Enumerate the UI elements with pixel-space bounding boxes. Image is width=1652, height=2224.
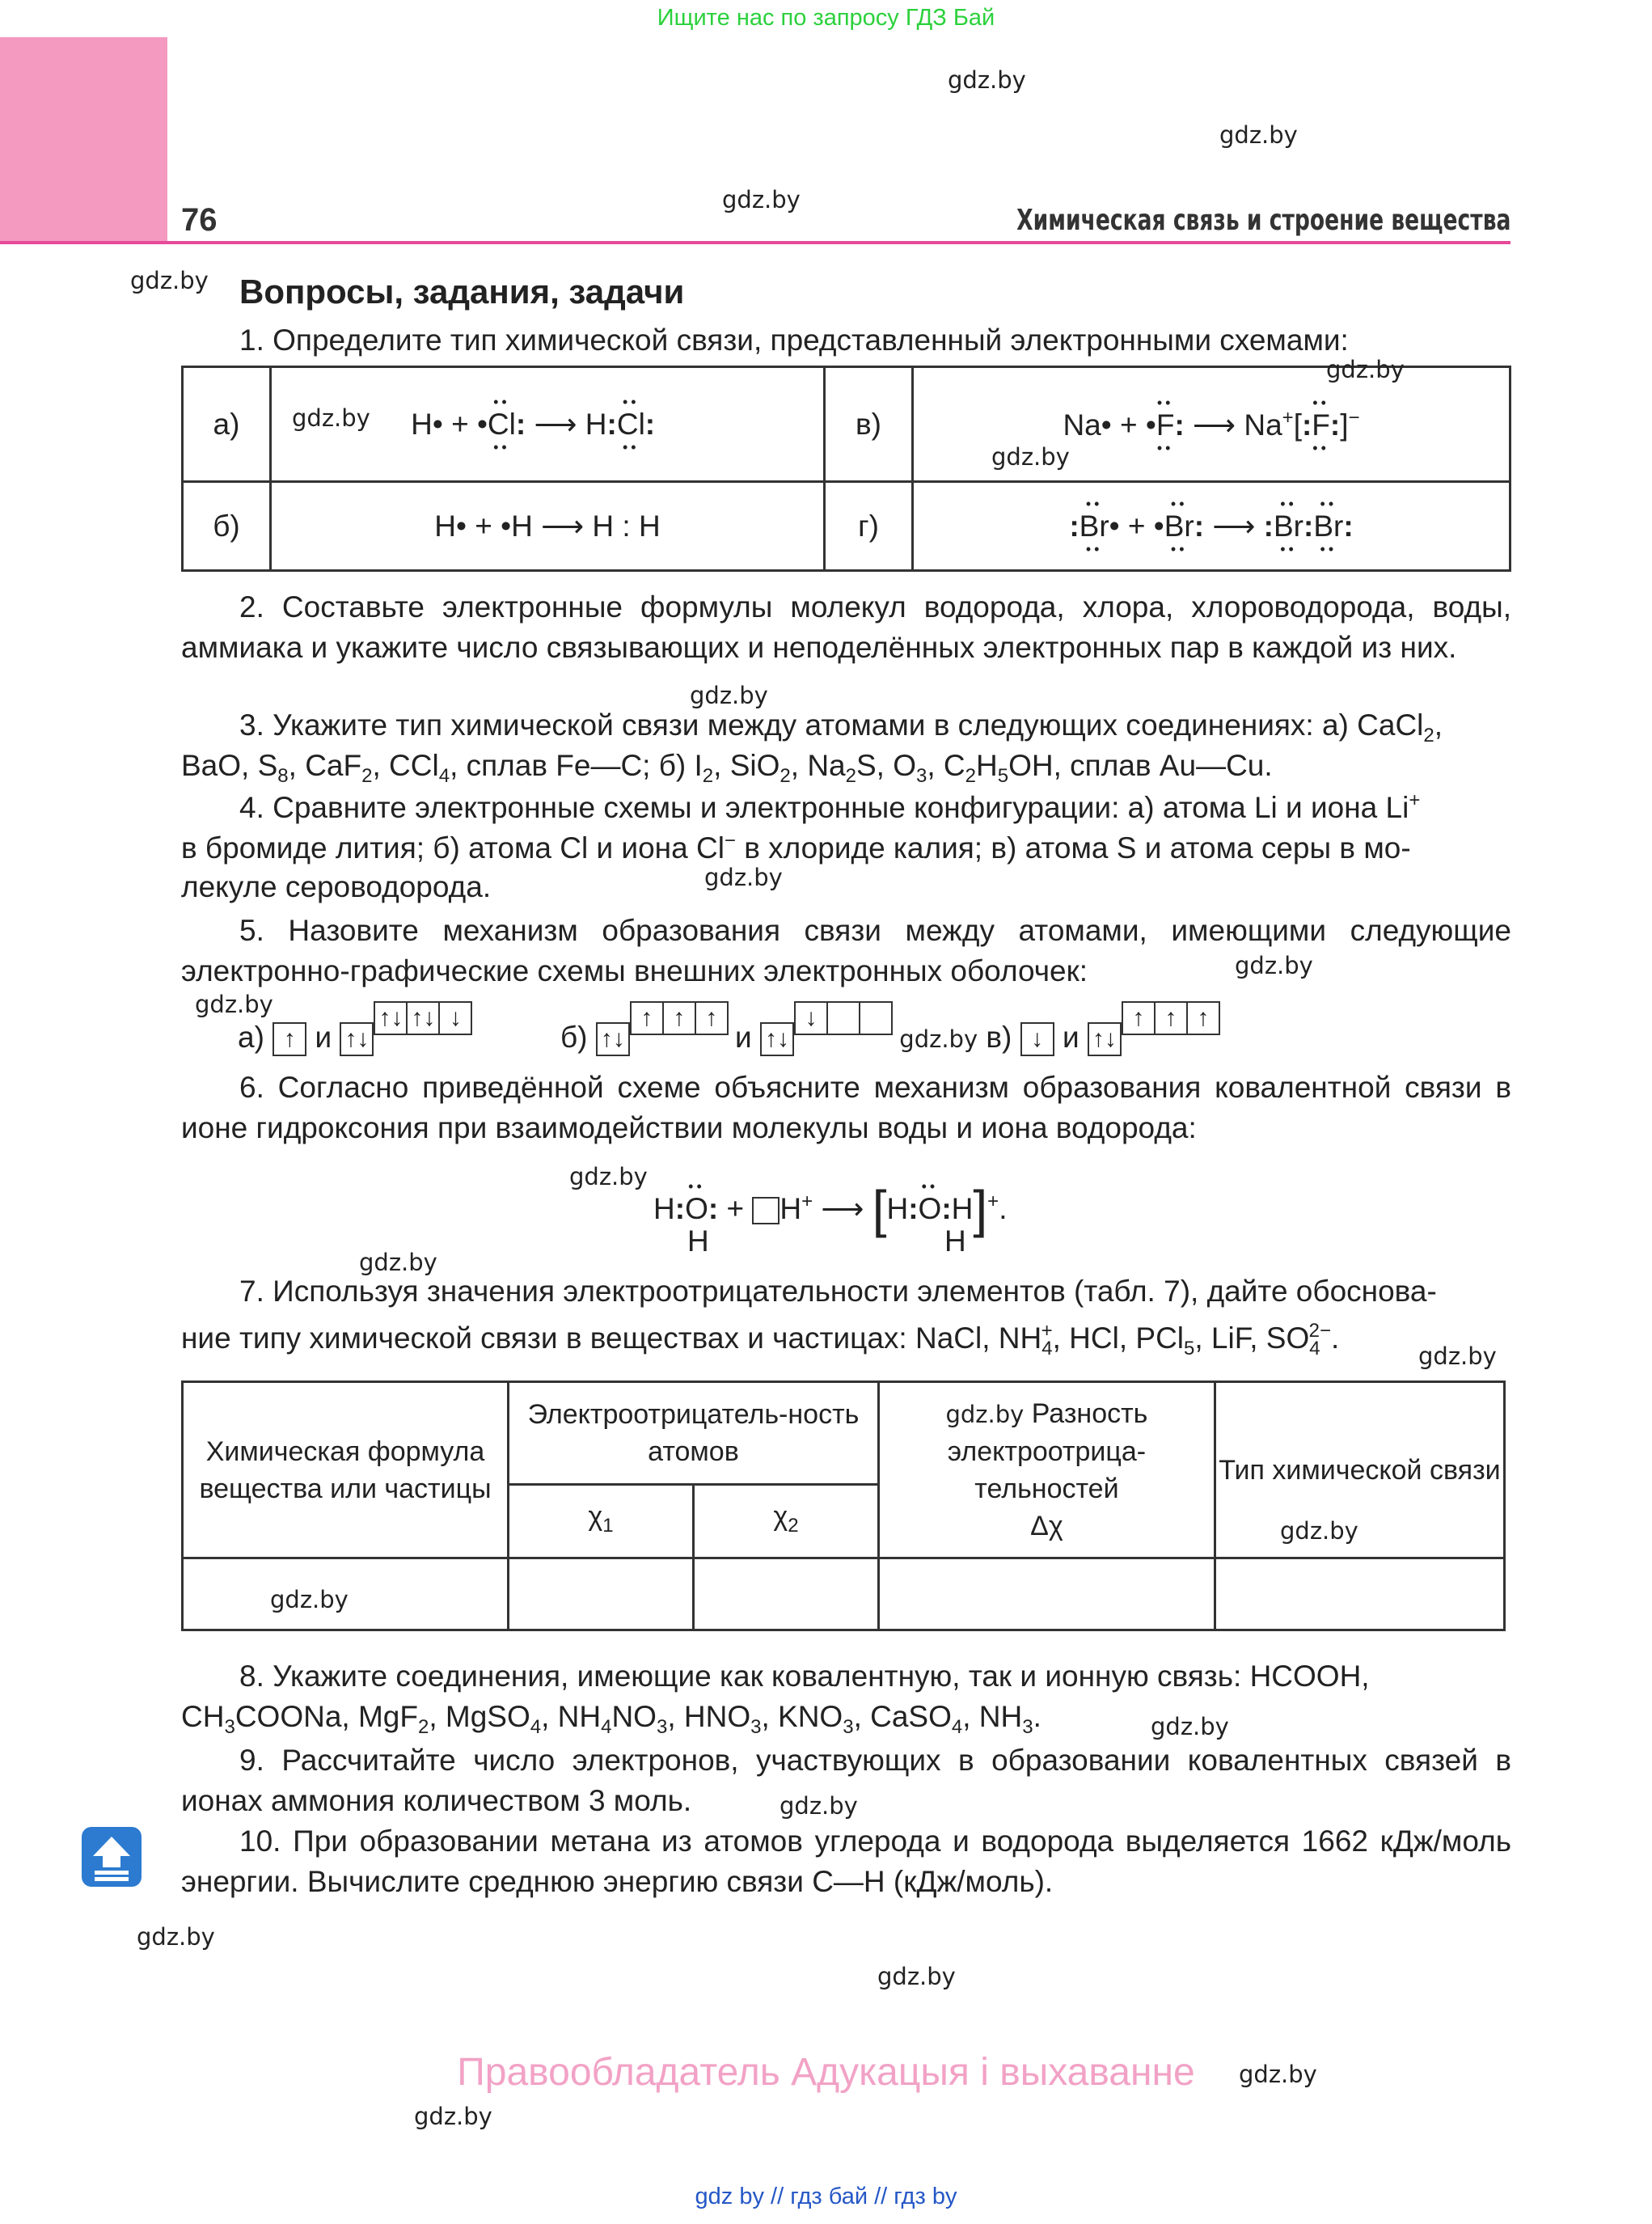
chi2-header: $\chi_2$ — [693, 1485, 878, 1558]
schemes-table — [181, 366, 1511, 572]
watermark: gdz.by — [1151, 1713, 1229, 1740]
top-banner[interactable]: Ищите нас по запросу ГДЗ Бай — [657, 5, 995, 31]
delta-chi: Δχ — [1030, 1511, 1063, 1542]
watermark: gdz.by — [292, 404, 370, 432]
scheme-g: :Br •• •• • + •Br •• •• : ⟶ :Br •• •• :Br •• •• : — [913, 482, 1510, 571]
question-3-cont: BaO, $S_8$, CaF$_2$, CCl$_4$, сплав Fe—C; б) $I_2$, SiO$_2$, $Na_2S$, $O_3$, $C_2H_5OH$, сплав Au—Cu. — [181, 749, 1273, 787]
hydroxonium-scheme: H:O •• : + H+ ⟶ [H:O •• :H]+. — [653, 1178, 1008, 1238]
footer-links[interactable]: gdz by // гдз бай // гдз by — [695, 2184, 957, 2209]
scheme-a: $^{gdz.by}$ H• + •Cl •• •• : ⟶ H:Cl •• •• : — [271, 367, 825, 482]
watermark: gdz.by — [569, 1163, 648, 1190]
watermark: gdz.by — [899, 1025, 978, 1053]
table-empty-cell — [878, 1558, 1215, 1630]
page-number: 76 — [181, 202, 218, 238]
watermark: gdz.by — [1418, 1342, 1497, 1370]
table-empty-cell — [509, 1558, 694, 1630]
chapter-title: Химическая связь и строение вещества — [1016, 204, 1510, 237]
scheme-label-g: г) — [825, 482, 913, 571]
question-8: 8. Укажите соединения, имеющие как ковалентную, так и ионную связь: HCOOH, — [239, 1660, 1370, 1693]
col-diff-header: gdz.by Разность электроотрица-тельностей Δχ — [878, 1382, 1215, 1558]
watermark: gdz.by — [1280, 1517, 1358, 1545]
scheme-b: H• + •H ⟶ H : H — [271, 482, 825, 571]
header-divider — [0, 241, 1510, 244]
question-4-cont: в бромиде лития; б) атома Cl и иона Cl− в хлориде калия; в) атома S и атома серы в мо- — [181, 830, 1411, 865]
section-title: Вопросы, задания, задачи — [239, 273, 685, 311]
watermark: gdz.by — [195, 991, 273, 1018]
watermark: gdz.by — [359, 1249, 437, 1276]
scheme-label-v: в) — [825, 367, 913, 482]
orbital-schemes: а) ↑ и ↑↓↑↓ ↑↓ ↓ б) ↑↓↑ ↑ ↑ и ↑↓↓ gdz.by в) ↓ и ↑↓↑ ↑ ↑ — [238, 1021, 1219, 1056]
watermark: gdz.by — [780, 1792, 858, 1820]
question-4: 4. Сравните электронные схемы и электронные конфигурации: а) атома Li и иона Li+ — [239, 789, 1421, 824]
question-7: 7. Используя значения электроотрицательности элементов (табл. 7), дайте обоснова- — [239, 1275, 1437, 1308]
question-5: 5. Назовите механизм образования связи между атомами, имеющими следующие электронно-графические схемы внешних электронных оболочек: — [181, 914, 1511, 987]
watermark: gdz.by — [877, 1963, 956, 1990]
question-4-cont2: лекуле сероводорода. — [181, 870, 492, 903]
question-9: 9. Рассчитайте число электронов, участвующих в образовании ковалентных связей в ионах аммония количеством 3 моль. — [181, 1744, 1511, 1817]
question-8-cont: $CH_3COONa$, MgF$_2$, MgSO$_4$, $NH_4NO_3$, $HNO_3$, $KNO_3$, CaSO$_4$, $NH_3$. — [181, 1700, 1041, 1738]
chi1-header: $\chi_1$ — [509, 1485, 694, 1558]
table-empty-cell — [693, 1558, 878, 1630]
scheme-label-b: б) — [183, 482, 271, 571]
arrow-up-icon[interactable] — [82, 1827, 142, 1887]
watermark: gdz.by — [704, 864, 783, 891]
col-type-header: Тип химической связи — [1215, 1382, 1504, 1558]
pink-corner-block — [0, 37, 167, 243]
electronegativity-table — [181, 1380, 1506, 1631]
watermark: gdz.by — [1326, 356, 1405, 383]
watermark: gdz.by — [1219, 121, 1298, 149]
question-3: 3. Укажите тип химической связи между атомами в следующих соединениях: а) CaCl$_2$, — [239, 708, 1443, 746]
question-6: 6. Согласно приведённой схеме объясните механизм образования ковалентной связи в ионе гидроксония при взаимодействии молекулы воды и иона водорода: — [181, 1071, 1511, 1144]
watermark: gdz.by — [130, 267, 209, 294]
scheme-label-a: а) — [183, 367, 271, 482]
watermark: gdz.by — [722, 186, 801, 214]
copyright-footer: Правообладатель Адукацыя і выхаванне — [457, 2051, 1195, 2094]
col-en-header: Электроотрицатель-ность атомов — [509, 1382, 879, 1485]
watermark: gdz.by — [1239, 2061, 1317, 2088]
watermark: gdz.by — [414, 2103, 492, 2130]
question-10: 10. При образовании метана из атомов углерода и водорода выделяется 1662 кДж/моль энергии. Вычислите среднюю энергию связи С—Н (кДж/моль). — [181, 1824, 1511, 1898]
watermark: gdz.by — [991, 443, 1070, 471]
question-1: 1. Определите тип химической связи, представленный электронными схемами: — [239, 323, 1349, 357]
watermark: gdz.by — [690, 682, 768, 709]
hydroxonium-h2: H — [944, 1224, 966, 1258]
watermark: gdz.by — [948, 66, 1026, 94]
watermark: gdz.by — [270, 1586, 349, 1613]
table-empty-cell — [1215, 1558, 1504, 1630]
watermark: gdz.by — [945, 1401, 1025, 1429]
watermark: gdz.by — [1235, 952, 1313, 979]
question-2: 2. Составьте электронные формулы молекул водорода, хлора, хлороводорода, воды, аммиака и укажите число связывающих и неподелённых электронных пар в каждой из них. — [181, 590, 1511, 664]
watermark: gdz.by — [137, 1923, 215, 1951]
scheme-v: Na• + •F •• •• : ⟶ Na+[:F •• •• :]− — [913, 367, 1510, 482]
question-7-cont: ние типу химической связи в веществах и частицах: NaCl, $NH_4^+$, HCl, PCl$_5$, LiF, $SO_4^{2-}$. — [181, 1320, 1340, 1359]
col-formula-header: Химическая формула вещества или частицы — [183, 1382, 509, 1558]
hydroxonium-h1: H — [687, 1224, 709, 1258]
